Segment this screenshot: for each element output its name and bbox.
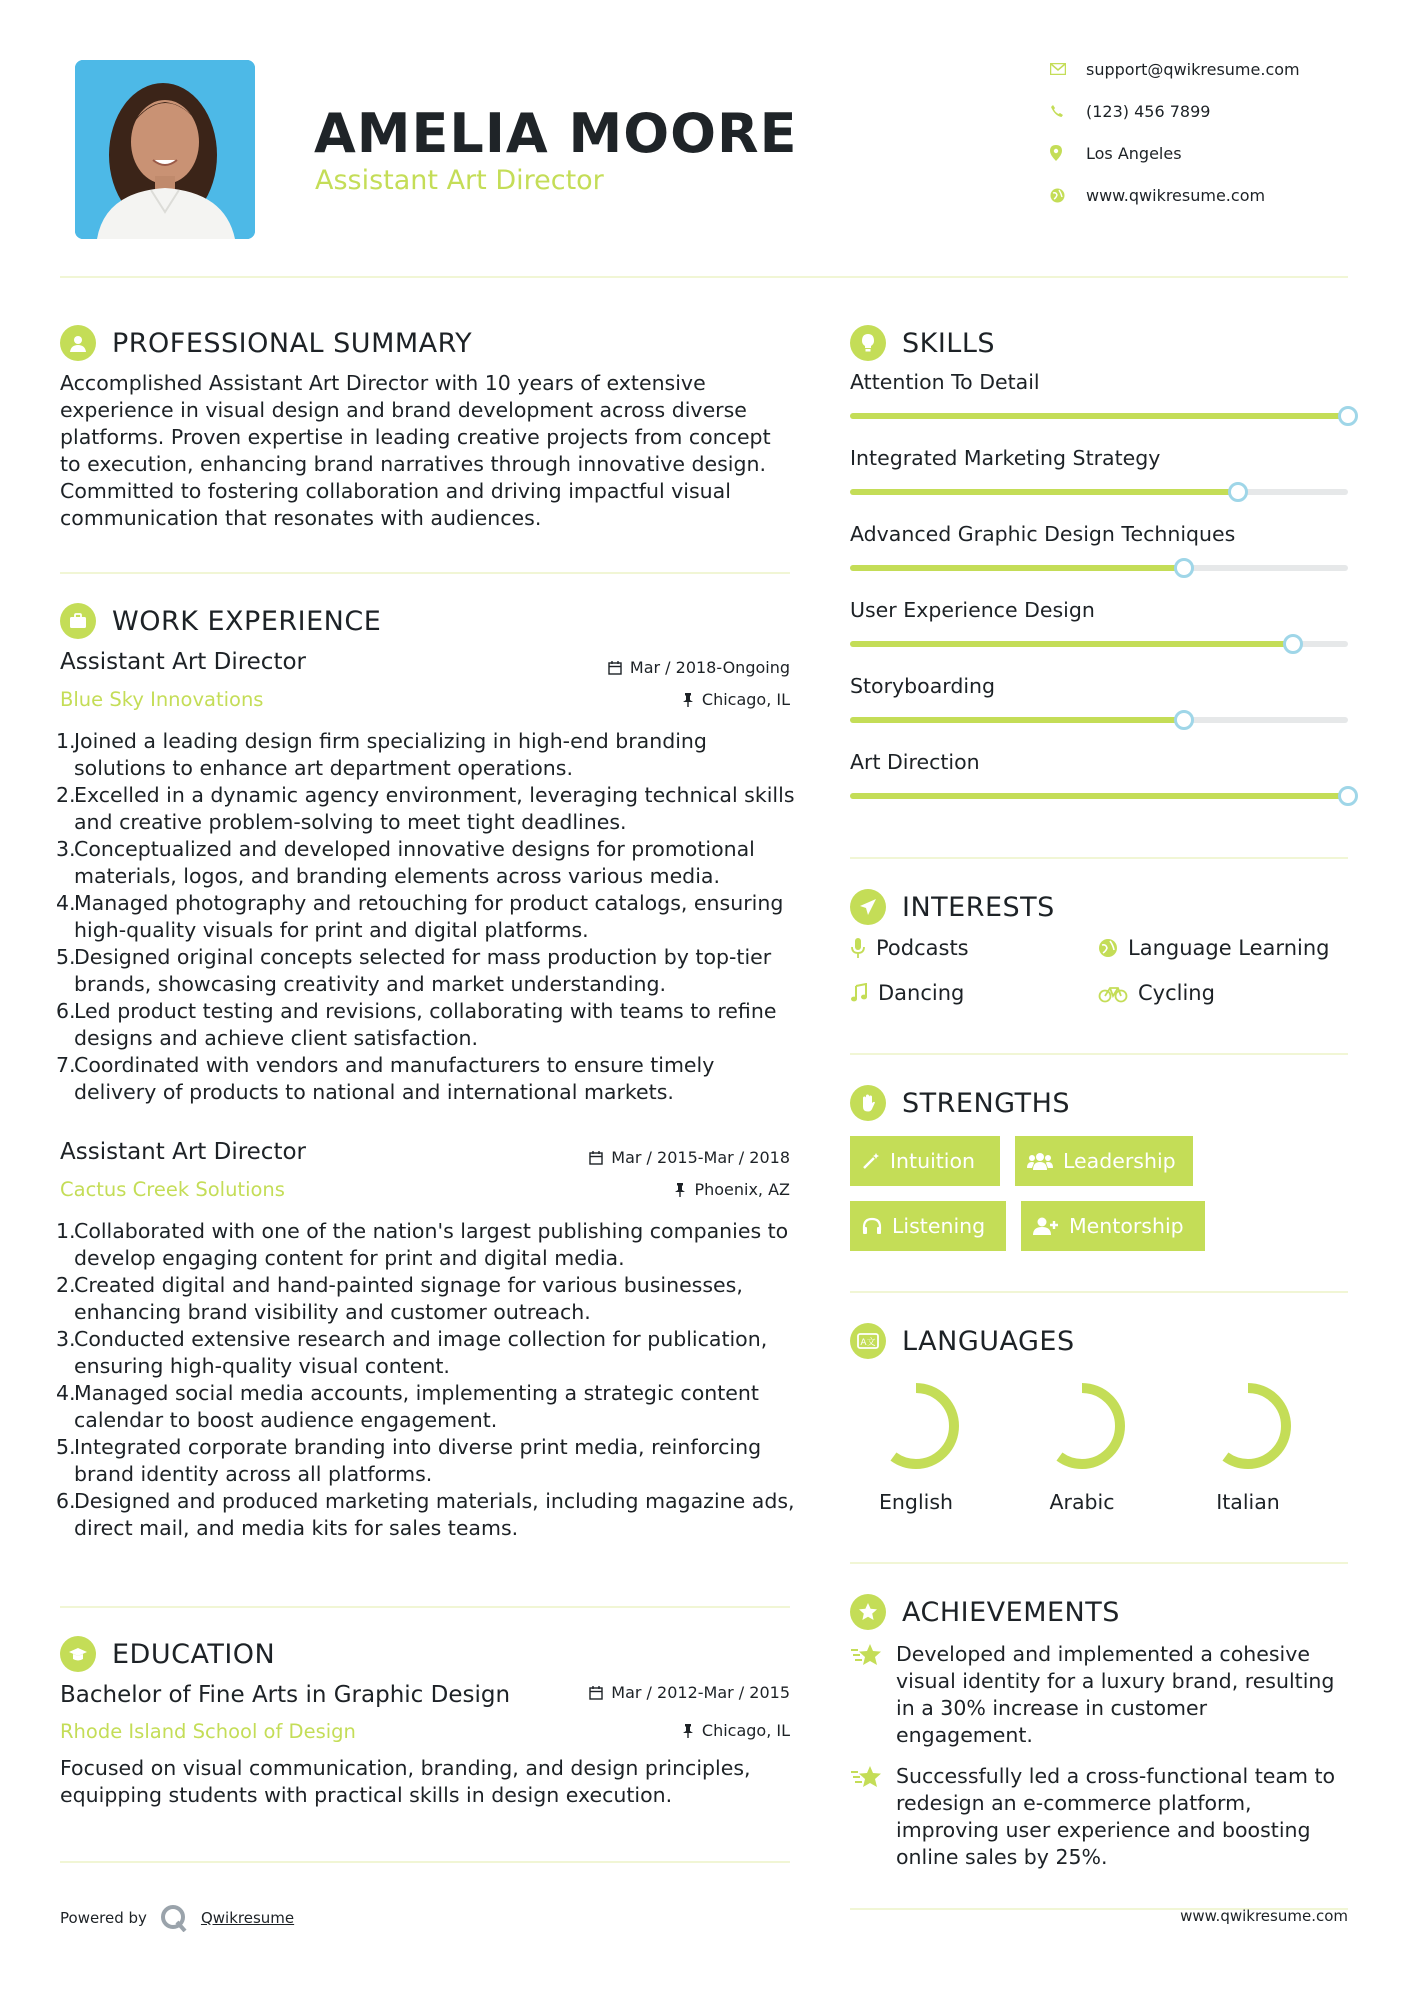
interests-heading [850,889,1055,925]
map-pin-icon [682,693,694,707]
skills-list [850,370,1348,822]
skill-level-handle [1228,482,1248,502]
language-label: Arabic [1049,1490,1115,1514]
education-dates [589,1683,790,1702]
list-item: 2. Excelled in a dynamic agency environment, leveraging technical skills and creative problem-solving to meet tight deadlines. [56,783,795,834]
skill-row [850,370,1348,446]
list-item: 5. Integrated corporate branding into diverse print media, reinforcing brand identity across all platforms. [56,1435,762,1486]
strength-chip-mentorship [1021,1201,1205,1251]
skill-bar-fill [850,489,1238,495]
headphones-icon [862,1217,882,1235]
list-item: 5. Designed original concepts selected for mass production by top-tier brands, showcasing creativity and market understanding. [56,945,772,996]
achievement-text: Developed and implemented a cohesive visual identity for a luxury brand, resulting in a 30% increase in customer engagement. [896,1642,1335,1747]
education-school: Rhode Island School of Design [60,1720,356,1743]
language-item [850,1376,1010,1521]
contact-website[interactable] [1050,183,1265,207]
map-pin-icon [674,1183,686,1197]
briefcase-icon [60,603,96,639]
achievement-item [850,1641,1348,1749]
footer-url[interactable]: www.qwikresume.com [1180,1907,1348,1925]
education-heading [60,1636,275,1672]
skill-bar [850,413,1348,419]
education-text: Focused on visual communication, branding, and design principles, equipping students with practical skills in design execution. [60,1756,751,1807]
experience-title: WORK EXPERIENCE [112,605,382,637]
skill-label: Integrated Marketing Strategy [850,446,1161,470]
globe-icon [1098,938,1118,958]
education-degree: Bachelor of Fine Arts in Graphic Design [60,1682,511,1708]
job-2-location-text: Phoenix, AZ [694,1180,790,1199]
list-item: 4. Managed photography and retouching for product catalogs, ensuring high-quality visuals for print and digital platforms. [56,891,784,942]
svg-text:A文: A文 [860,1338,876,1348]
bicycle-icon [1098,983,1128,1003]
list-item: 2. Created digital and hand-painted signage for various businesses, enhancing brand visibility and customer outreach. [56,1273,743,1324]
language-proficiency-ring [866,1376,966,1476]
job-1-dates-text: Mar / 2018-Ongoing [629,658,790,677]
contact-email[interactable] [1050,57,1300,81]
skill-row [850,674,1348,750]
contact-location [1050,141,1182,165]
calendar-icon [608,661,622,675]
skills-title: SKILLS [902,327,996,359]
envelope-icon [1050,63,1086,75]
music-note-icon [850,983,868,1003]
list-item: 3. Conducted extensive research and image collection for publication, ensuring high-quality visual content. [56,1327,768,1378]
language-item [1016,1376,1176,1521]
skill-row [850,446,1348,522]
language-label: English [878,1490,954,1514]
interest-label: Podcasts [876,936,969,960]
achievement-item [850,1763,1348,1871]
job-1-role: Assistant Art Director [60,649,307,675]
skill-level-handle [1283,634,1303,654]
hand-icon [850,1085,886,1121]
skill-level-handle [1174,710,1194,730]
language-proficiency-ring [1198,1376,1298,1476]
list-item: 6. Designed and produced marketing materials, including magazine ads, direct mail, and media kits for sales teams. [56,1489,795,1540]
microphone-icon [850,937,866,959]
list-item: 1. Joined a leading design firm specializing in high-end branding solutions to enhance art department operations. [56,729,707,780]
skill-level-handle [1338,406,1358,426]
achievements-title: ACHIEVEMENTS [902,1596,1120,1628]
job-2-dates-text: Mar / 2015-Mar / 2018 [611,1148,790,1167]
phone-icon [1050,104,1086,118]
skill-bar-fill [850,793,1348,799]
contact-website-text: www.qwikresume.com [1086,185,1266,205]
job-2-duties [56,1218,796,1542]
languages-divider [850,1562,1348,1564]
job-1-location [682,690,790,709]
skill-bar [850,717,1348,723]
skill-bar-fill [850,413,1348,419]
education-location [682,1721,790,1740]
user-icon [60,325,96,361]
skill-label: Art Direction [850,750,980,774]
job-1-location-text: Chicago, IL [701,690,790,709]
magic-wand-icon [862,1152,880,1170]
language-proficiency-ring [1032,1376,1132,1476]
skill-bar-fill [850,565,1184,571]
achievements-heading [850,1594,1120,1630]
achievement-text: Successfully led a cross-functional team to redesign an e-commerce platform, improving user experience and boosting online sales by 25%. [896,1764,1336,1869]
star-badge-icon [850,1594,886,1630]
strength-chip-intuition [850,1136,1000,1186]
list-item: 6. Led product testing and revisions, collaborating with teams to refine designs and achieve client satisfaction. [56,999,777,1050]
skill-row [850,522,1348,598]
interest-label: Language Learning [1128,936,1330,960]
education-title: EDUCATION [112,1638,276,1670]
graduation-icon [60,1636,96,1672]
skill-bar [850,565,1348,571]
list-item: 4. Managed social media accounts, implementing a strategic content calendar to boost audience engagement. [56,1381,759,1432]
summary-text: Accomplished Assistant Art Director with 10 years of extensive experience in visual design and brand development across diverse platforms. Proven expertise in leading creative projects from concept to execution, enhancing brand narratives through innovative design. Committed to fostering collaboration and driving impactful visual communication that resonates with audiences. [60,371,771,530]
star-icon [850,1641,884,1669]
skill-bar-fill [850,717,1184,723]
paper-plane-icon [850,889,886,925]
strengths-title: STRENGTHS [902,1087,1071,1119]
contact-phone[interactable] [1050,99,1210,123]
summary-title: PROFESSIONAL SUMMARY [112,327,473,359]
candidate-name: AMELIA MOORE [314,102,798,165]
user-plus-icon [1033,1217,1059,1235]
strength-label: Mentorship [1069,1214,1184,1238]
strength-chip-leadership [1015,1136,1193,1186]
skill-bar-fill [850,641,1293,647]
strengths-heading [850,1085,1070,1121]
list-item: 1. Collaborated with one of the nation's largest publishing companies to develop engaging content for print and digital media. [56,1219,789,1270]
experience-divider [60,1606,790,1608]
education-dates-text: Mar / 2012-Mar / 2015 [611,1683,790,1702]
job-2-company: Cactus Creek Solutions [60,1178,285,1201]
job-2-dates [589,1148,790,1167]
interest-podcasts [850,936,969,960]
candidate-title: Assistant Art Director [315,165,604,196]
list-item: 3. Conceptualized and developed innovative designs for promotional materials, logos, and branding elements across various media. [56,837,755,888]
strength-label: Listening [892,1214,986,1238]
job-1-company: Blue Sky Innovations [60,688,264,711]
language-item [1182,1376,1342,1521]
experience-heading [60,603,381,639]
job-2-location [674,1180,790,1199]
interest-dancing [850,981,964,1005]
job-1-dates [608,658,790,677]
language-label: Italian [1216,1490,1280,1514]
job-1-duties [56,728,796,1106]
interest-language-learning [1098,936,1329,960]
calendar-icon [589,1151,603,1165]
skill-label: Advanced Graphic Design Techniques [850,522,1236,546]
skill-bar [850,793,1348,799]
skill-row [850,598,1348,674]
skill-bar [850,641,1348,647]
interests-divider [850,1053,1348,1055]
skills-heading [850,325,995,361]
avatar [75,60,255,239]
skill-label: Attention To Detail [850,370,1040,394]
globe-icon [1050,188,1086,203]
summary-divider [60,572,790,574]
interest-cycling [1098,981,1215,1005]
strength-chip-listening [850,1201,1006,1251]
header-divider [60,276,1348,278]
summary-heading [60,325,472,361]
skill-label: Storyboarding [850,674,996,698]
list-item: 7. Coordinated with vendors and manufacturers to ensure timely delivery of products to national and international markets. [56,1053,715,1104]
qwikresume-logo-icon [159,1904,189,1932]
strengths-divider [850,1291,1348,1293]
interests-title: INTERESTS [902,891,1055,923]
skill-label: User Experience Design [850,598,1095,622]
lightbulb-icon [850,325,886,361]
interest-label: Dancing [878,981,965,1005]
skills-divider [850,857,1348,859]
education-divider [60,1861,790,1863]
location-pin-icon [1050,145,1086,161]
skill-row [850,750,1348,826]
languages-list [850,1376,1348,1521]
map-pin-icon [682,1724,694,1738]
qwikresume-link[interactable]: Qwikresume [200,1909,295,1927]
interest-label: Cycling [1138,981,1215,1005]
skill-level-handle [1174,558,1194,578]
languages-heading [850,1323,1075,1359]
star-icon [850,1763,884,1791]
education-location-text: Chicago, IL [701,1721,790,1740]
contact-phone-text: (123) 456 7899 [1086,101,1211,121]
calendar-icon [589,1686,603,1700]
strength-label: Leadership [1063,1149,1176,1173]
job-2-role: Assistant Art Director [60,1139,307,1165]
powered-by-text: Powered by [60,1909,147,1927]
contact-email-text: support@qwikresume.com [1086,59,1300,79]
skill-level-handle [1338,786,1358,806]
languages-title: LANGUAGES [902,1325,1075,1357]
footer-powered [60,1904,294,1932]
skill-bar [850,489,1348,495]
strength-label: Intuition [890,1149,976,1173]
contact-location-text: Los Angeles [1086,143,1182,163]
language-icon [850,1323,886,1359]
users-icon [1027,1152,1053,1170]
